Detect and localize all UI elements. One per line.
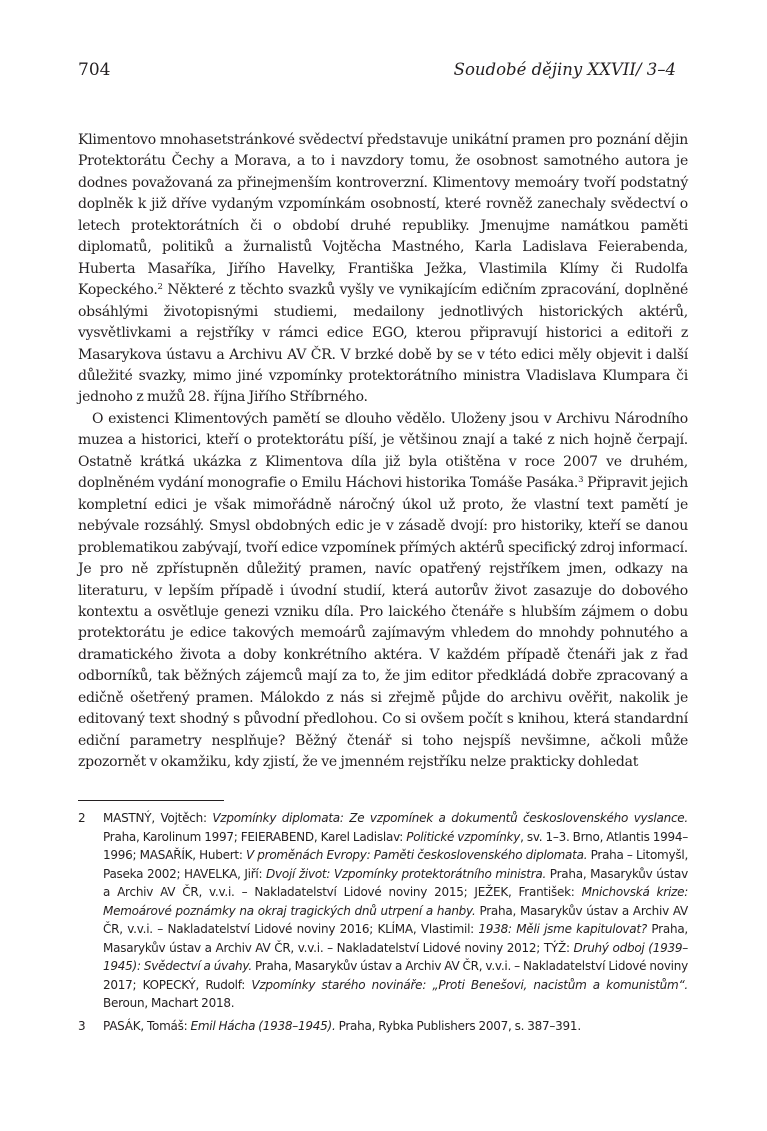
footnote	[78, 809, 688, 1013]
footnote-text	[103, 809, 688, 1013]
footnote-title: Vzpomínky diplomata: Ze vzpomínek a dokumentů československého vyslance.	[212, 811, 688, 825]
footnote-title: Dvojí život: Vzpomínky protektorátního ministra.	[266, 866, 547, 881]
footnote-reference[interactable]: 2	[157, 282, 163, 293]
footnote-segment: Praha, Masarykův ústav a Archiv AV ČR, v.v.i. – Nakladatelství Lidové noviny 2016; KLÍMA, Vlastimil:	[103, 903, 688, 936]
footnote-title: Mnichovská krize: Memoárové poznámky na okraj tragických dnů utrpení a hanby.	[103, 885, 688, 918]
paragraph	[78, 130, 688, 409]
footnote-segment: PASÁK, Tomáš:	[103, 1018, 191, 1033]
footnote-number: 3	[78, 1018, 86, 1033]
footnote-segment: Praha, Rybka Publishers 2007, s. 387–391.	[335, 1018, 581, 1033]
footnote-segment: , sv. 1–3. Brno, Atlantis 1994–1996; MASAŘÍK, Hubert:	[103, 829, 688, 862]
footnote-title: Druhý odboj (1939–1945): Svědectví a úvahy.	[103, 940, 688, 973]
footnote-segment: Praha, Masarykův ústav a Archiv AV ČR, v.v.i. – Nakladatelství Lidové noviny 2015; JEŽEK, František:	[103, 866, 688, 899]
page-number: 704	[78, 60, 111, 80]
footnote-title: V proměnách Evropy: Paměti československého diplomata.	[246, 848, 588, 862]
footnote-title: Vzpomínky starého novináře: „Proti Benešovi, nacistům a komunistům“.	[251, 977, 688, 992]
footnotes	[78, 809, 688, 1039]
footnote-segment: MASTNÝ, Vojtěch:	[103, 811, 213, 825]
paragraph-text: Klimentovo mnohasetstránkové svědectví představuje unikátní pramen pro poznání dějin Protektorátu Čechy a Morava, a to i navzdory tomu, že osobnost samotného autora je dodnes považovaná za přinejmenším kontroverzní. Klimentovy memoáry tvoří podstatný doplněk k již dříve vydaným vzpomínkám osobností, které rovněž zanechaly svědectví o letech protektorátních či o období druhé republiky. Jmenujme namátkou paměti diplomatů, politiků a žurnalistů Vojtěcha Mastného, Karla Ladislava Feierabenda, Huberta Masaříka, Jiřího Havelky, Františka Ježka, Vlastimila Klímy či Rudolfa Kopeckého.	[78, 132, 688, 299]
paragraph-text: Některé z těchto svazků vyšly ve vynikajícím edičním zpracování, doplněné obsáhlými životopisnými studiemi, medailony jednotlivých historických aktérů, vysvětlivkami a rejstříky v rámci edice EGO, kterou připravují historici a editoři z Masarykova ústavu a Archivu AV ČR. V brzké době by se v této edici měly objevit i další důležité svazky, mimo jiné vzpomínky protektorátního ministra Vladislava Klumpara či jednoho z mužů 28. října Jiřího Stříbrného.	[78, 282, 688, 406]
footnote-separator	[78, 800, 224, 801]
footnote-title: Politické vzpomínky	[406, 829, 521, 844]
footnote-title: 1938: Měli jsme kapitulovat?	[478, 922, 647, 936]
footnote-segment: Praha – Litomyšl, Paseka 2002; HAVELKA, Jiří:	[103, 848, 689, 881]
footnote-segment: Praha, Masarykův ústav a Archiv AV ČR, v.v.i. – Nakladatelství Lidové noviny 2017; KOPECKÝ, Rudolf:	[103, 959, 688, 992]
page-header	[78, 60, 688, 84]
footnote-segment: Praha, Karolinum 1997; FEIERABEND, Karel Ladislav:	[103, 829, 407, 844]
paragraph-text: O existenci Klimentových pamětí se dlouho vědělo. Uloženy jsou v Archivu Národního muzea a historici, kteří o protektorátu píší, je většinou znají a také z nich hojně čerpají. Ostatně krátká ukázka z Klimentova díla již byla otištěna v roce 2007 ve druhém, doplněném vydání monografie o Emilu Háchovi historika Tomáše Pasáka.	[78, 410, 688, 492]
footnote	[78, 1017, 688, 1036]
paragraph	[78, 409, 688, 774]
footnote-segment: Beroun, Machart 2018.	[103, 996, 235, 1010]
footnote-segment: Praha, Masarykův ústav a Archiv AV ČR, v.v.i. – Nakladatelství Lidové noviny 2012; TÝŽ:	[103, 922, 688, 955]
footnote-reference[interactable]: 3	[578, 475, 584, 486]
footnote-title: Emil Hácha (1938–1945).	[190, 1018, 336, 1033]
body-text	[78, 130, 688, 774]
footnote-number: 2	[78, 811, 86, 825]
running-title: Soudobé dějiny XXVII/ 3–4	[453, 60, 676, 79]
paragraph-text: Připravit jejich kompletní edici je však mimořádně náročný úkol už proto, že vlastní text pamětí je nebývale rozsáhlý. Smysl obdobných edic je v zásadě dvojí: pro historiky, kteří se danou problematikou zabývají, tvoří edice vzpomínek přímých aktérů specifický zdroj informací. Je pro ně zpřístupněn důležitý pramen, navíc opatřený rejstříkem jmen, odkazy na literaturu, v lepším případě i úvodní studií, která autorův život zasazuje do dobového kontextu a osvětluje genezi vzniku díla. Pro laického čtenáře s hlubším zájmem o dobu protektorátu je edice takových memoárů zajímavým vhledem do mnohdy pohnutého a dramatického života a doby konkrétního aktéra. V každém případě čtenáři jak z řad odborníků, tak běžných zájemců mají za to, že jim editor předkládá dobře zpracovaný a edičně ošetřený pramen. Málokdo z nás si zřejmě půjde do archivu ověřit, nakolik je editovaný text shodný s původní předlohou. Co si ovšem počít s knihou, která standardní ediční parametry nesplňuje? Běžný čtenář si toho nejspíš nevšimne, ačkoli může zpozornět v okamžiku, kdy zjistí, že ve jmenném rejstříku nelze prakticky dohledat	[78, 475, 688, 771]
footnote-text	[103, 1017, 688, 1036]
